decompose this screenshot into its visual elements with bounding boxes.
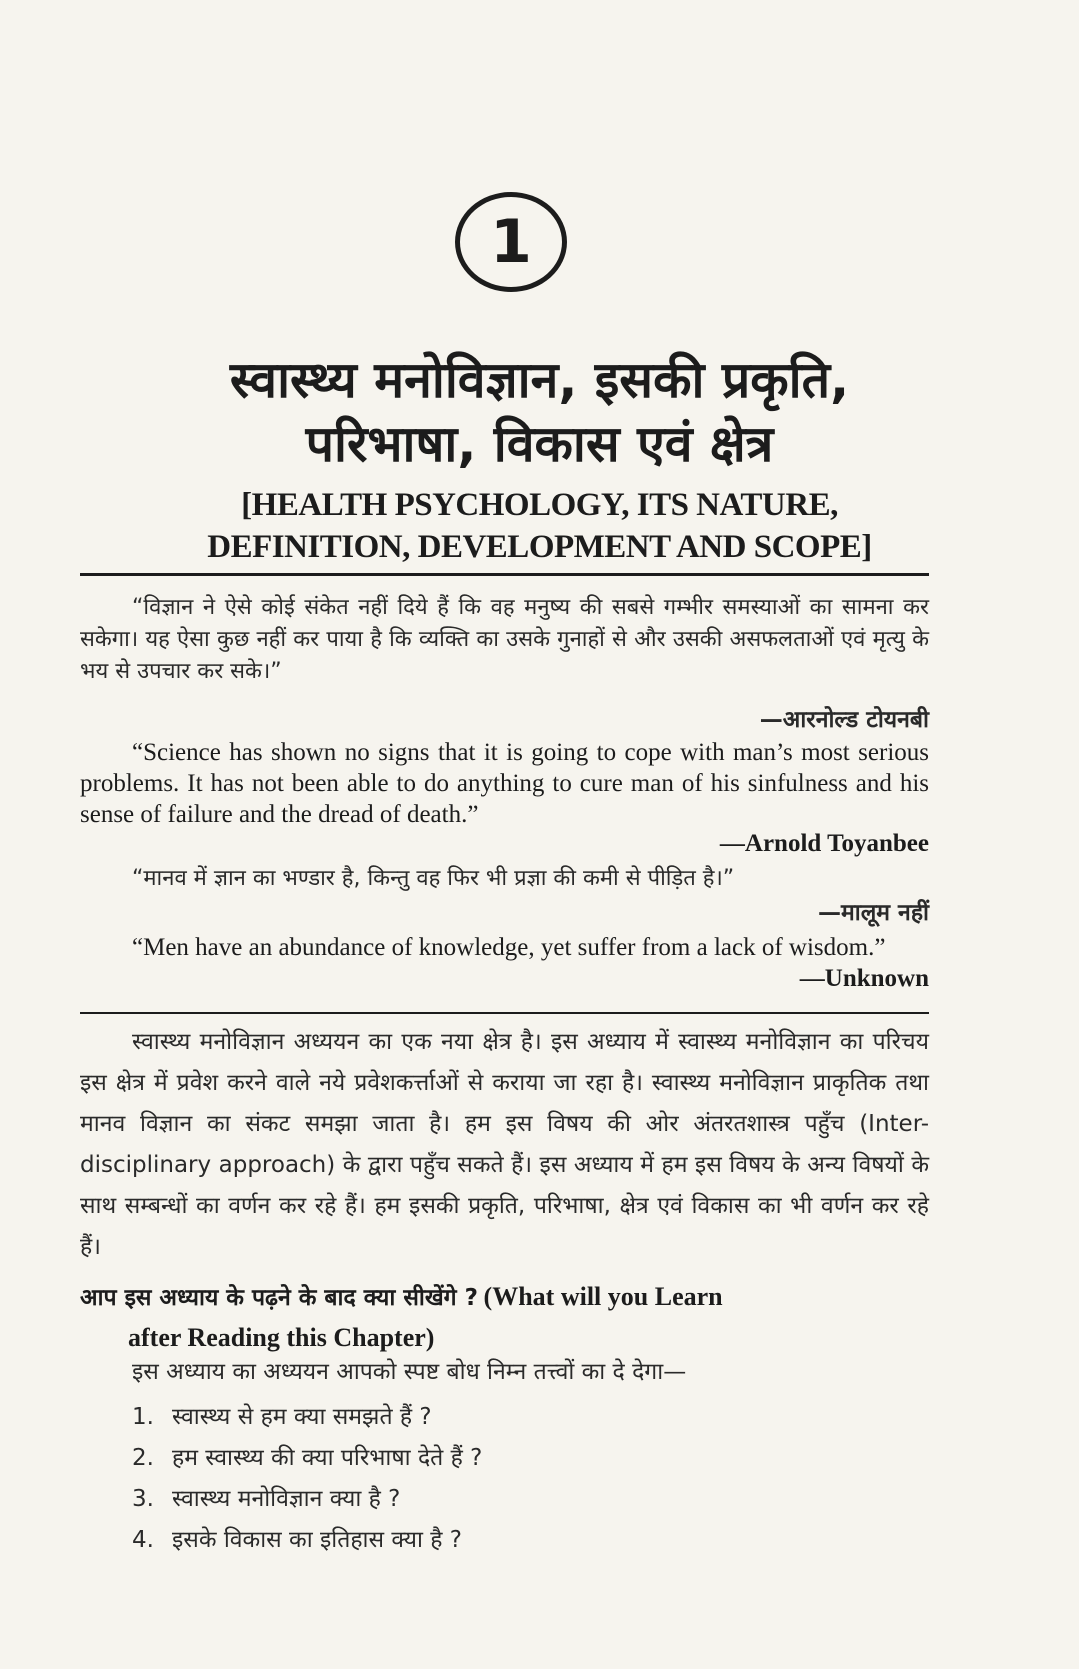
quote-attribution-hindi-2: —मालूम नहीं — [817, 900, 929, 926]
chapter-title-hindi-line2: परिभाषा, विकास एवं क्षेत्र — [305, 415, 774, 473]
quote-attribution-hindi-1: —आरनोल्ड टोयनबी — [759, 707, 929, 733]
list-item-text: स्वास्थ्य से हम क्या समझते हैं ? — [172, 1404, 432, 1430]
learning-heading-english-a: (What will you Learn — [483, 1282, 723, 1311]
list-item-number: 3. — [132, 1486, 154, 1512]
list-item — [132, 1397, 482, 1438]
chapter-title-hindi-line1: स्वास्थ्य मनोविज्ञान, इसकी प्रकृति, — [229, 351, 850, 409]
quote-hindi-1: “विज्ञान ने ऐसे कोई संकेत नहीं दिये हैं कि वह मनुष्य की सबसे गम्भीर समस्याओं का सामना कर सकेगा। यह ऐसा कुछ नहीं कर पाया है कि व्यक्ति का उसके गुनाहों से और उसकी असफलताओं एवं मृत्यु के भय से उपचार कर सके।” — [80, 595, 929, 684]
learning-objectives-heading — [80, 1278, 929, 1357]
list-item-text: स्वास्थ्य मनोविज्ञान क्या है ? — [172, 1486, 401, 1512]
chapter-number: 1 — [490, 207, 532, 277]
quote-attribution-english-2: —Unknown — [799, 965, 929, 992]
intro-paragraph: स्वास्थ्य मनोविज्ञान अध्ययन का एक नया क्षेत्र है। इस अध्याय में स्वास्थ्य मनोविज्ञान का परिचय इस क्षेत्र में प्रवेश करने वाले नये प्रवेशकर्त्ताओं से कराया जा रहा है। स्वास्थ्य मनोविज्ञान प्राकृतिक तथा मानव विज्ञान का संकट समझा जाता है। हम इस विषय की ओर अंतरतशास्त्र पहुँच (Inter-disciplinary approach) के द्वारा पहुँच सकते हैं। इस अध्याय में हम इस विषय के अन्य विषयों के साथ सम्बन्धों का वर्णन कर रहे हैं। हम इसकी प्रकृति, परिभाषा, क्षेत्र एवं विकास का भी वर्णन कर रहे हैं। — [80, 1029, 929, 1260]
list-item-number: 2. — [132, 1445, 154, 1471]
list-item-text: इसके विकास का इतिहास क्या है ? — [172, 1527, 463, 1553]
learning-intro: इस अध्याय का अध्ययन आपको स्पष्ट बोध निम्न तत्त्वों का दे देगा— — [132, 1359, 687, 1385]
list-item-number: 4. — [132, 1527, 154, 1553]
list-item — [132, 1520, 482, 1561]
list-item-text: हम स्वास्थ्य की क्या परिभाषा देते हैं ? — [172, 1445, 483, 1471]
list-item — [132, 1438, 482, 1479]
learning-heading-hindi: आप इस अध्याय के पढ़ने के बाद क्या सीखेंगे ? — [80, 1285, 478, 1311]
learning-heading-english-b: after Reading this Chapter) — [128, 1323, 435, 1352]
chapter-title-english-line2: DEFINITION, DEVELOPMENT AND SCOPE] — [207, 529, 872, 565]
quote-attribution-english-1: —Arnold Toyanbee — [719, 830, 929, 857]
quote-english-1: “Science has shown no signs that it is going to cope with man’s most serious problems. It has not been able to do anything to cure man of his sinfulness and his sense of failure and the dread of death.” — [80, 739, 929, 828]
quote-hindi-2: “मानव में ज्ञान का भण्डार है, किन्तु वह फिर भी प्रज्ञा की कमी से पीड़ित है।” — [132, 866, 735, 891]
chapter-title-english-line1: [HEALTH PSYCHOLOGY, ITS NATURE, — [241, 487, 838, 523]
title-divider — [80, 573, 929, 576]
quote-english-2: “Men have an abundance of knowledge, yet suffer from a lack of wisdom.” — [132, 934, 886, 961]
learning-objectives-list — [132, 1397, 482, 1561]
list-item-number: 1. — [132, 1404, 154, 1430]
list-item — [132, 1479, 482, 1520]
quotes-divider — [80, 1012, 929, 1014]
chapter-number-badge — [455, 192, 567, 292]
